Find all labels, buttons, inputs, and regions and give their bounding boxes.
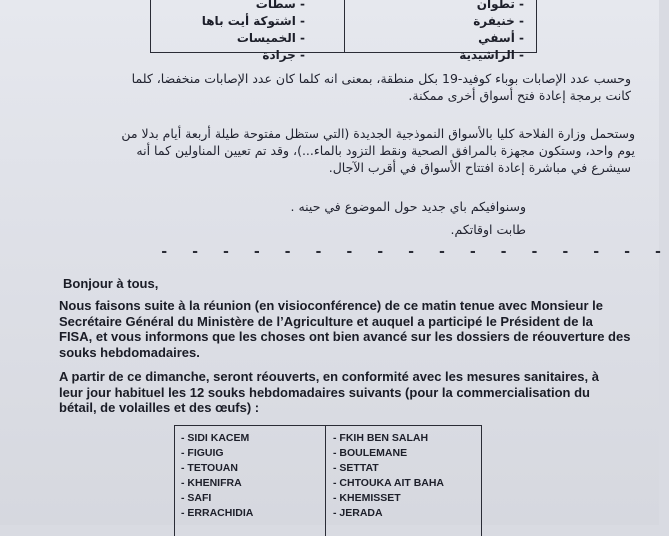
table-cell: - تطوان <box>476 0 524 11</box>
table-cell: - الخميسات <box>236 31 305 45</box>
table-cell: - ERRACHIDIA <box>181 507 254 519</box>
arabic-paragraph-line: كانت برمجة إعادة فتح أسواق أخرى ممكنة. <box>408 88 631 103</box>
arabic-paragraph-line: وستحمل وزارة الفلاحة كليا بالأسواق النموذجية الجديدة (التي ستظل مفتوحة طيلة أربعة أيام بدلا من <box>121 126 635 141</box>
french-paragraph-2 <box>59 369 649 416</box>
table-cell: - خنيفرة <box>473 14 524 28</box>
souks-table-left-column <box>181 431 331 521</box>
paragraph-line: leur jour habituel les 12 souks hebdomadaires suivants (pour la commercialisation du <box>59 384 590 400</box>
table-cell: - JERADA <box>333 507 383 519</box>
table-cell: - الراشيدية <box>459 48 524 62</box>
table-divider <box>344 0 345 52</box>
table-cell: - CHTOUKA AIT BAHA <box>333 477 445 489</box>
arabic-paragraph-line: يوم واحد، وستكون مجهزة بالمرافق الصحية ونقط التزود بالماء...)، وقد تم تعيين المناولين كما أنه <box>136 143 635 158</box>
arabic-cities-table <box>150 0 537 62</box>
table-cell: - جرادة <box>262 48 305 62</box>
table-cell: - SIDI KACEM <box>181 432 250 444</box>
table-cell: - BOULEMANE <box>333 447 408 459</box>
table-cell: - KHEMISSET <box>333 492 401 504</box>
table-cell: - اشتوكة أيت باها <box>201 14 305 28</box>
table-cell: - FKIH BEN SALAH <box>333 432 429 444</box>
table-cell: - KHENIFRA <box>181 477 242 489</box>
paragraph-line: FISA, et vous informons que les choses ont bien avancé sur les dossiers de réouverture des <box>59 329 631 344</box>
french-greeting: Bonjour à tous, <box>63 276 159 291</box>
paragraph-line: A partir de ce dimanche, seront réouverts, en conformité avec les mesures sanitaires, à <box>59 369 599 384</box>
paragraph-line: souks hebdomadaires. <box>59 344 200 360</box>
arabic-paragraph-line: طابت اوقاتكم. <box>450 222 526 237</box>
arabic-paragraph-line: وحسب عدد الإصابات بوباء كوفيد-19 بكل منطقة، بمعنى انه كلما كان عدد الإصابات منخفضا، كلما <box>131 71 631 86</box>
table-cell: - SAFI <box>181 492 212 504</box>
dashed-separator: - - - - - - - - - - - - - - - - - <box>160 244 669 260</box>
table-cell: - أسفي <box>478 31 524 45</box>
arabic-table-left-column <box>151 0 341 64</box>
paragraph-line: Secrétaire Général du Ministère de l’Agriculture et auquel a participé le Président de la <box>59 313 593 329</box>
arabic-table-right-column <box>346 0 536 64</box>
souks-table <box>174 425 482 536</box>
paragraph-line: Nous faisons suite à la réunion (en visioconférence) de ce matin tenue avec Monsieur le <box>59 298 603 313</box>
arabic-paragraph-line: سيشرع في مباشرة إعادة افتتاح الأسواق في أقرب الآجال. <box>328 160 631 175</box>
table-cell: - سطات <box>255 0 305 11</box>
table-cell: - FIGUIG <box>181 447 224 459</box>
souks-table-right-column <box>333 431 483 521</box>
french-paragraph-1 <box>59 298 649 360</box>
paragraph-line: bétail, de volailles et des œufs) : <box>59 400 260 415</box>
table-cell: - TETOUAN <box>181 462 238 474</box>
arabic-paragraph-line: وسنوافيكم باي جديد حول الموضوع في حينه . <box>290 199 526 214</box>
table-cell: - SETTAT <box>333 462 379 474</box>
